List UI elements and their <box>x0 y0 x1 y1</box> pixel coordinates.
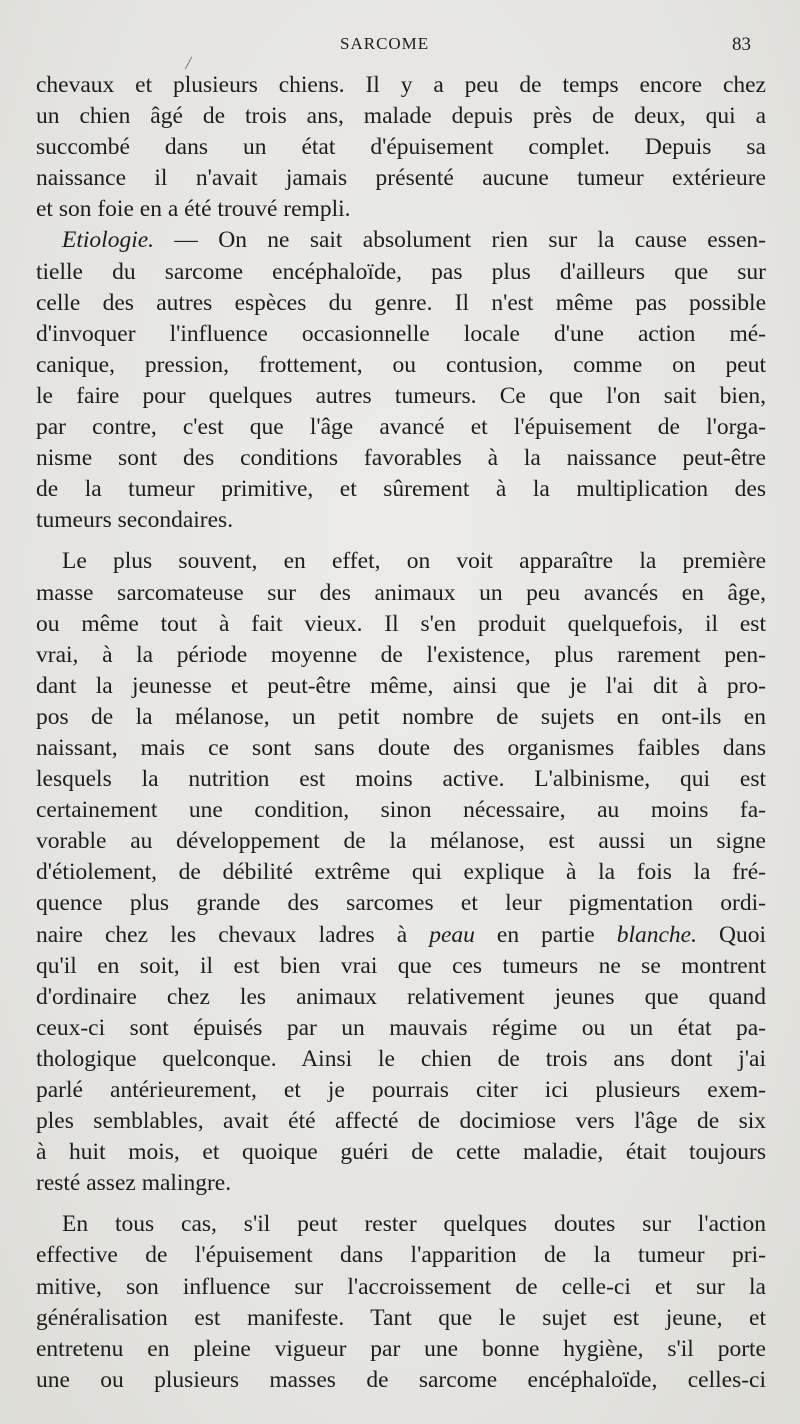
text-line: vorable au développement de la mélanose, est aussi un signe <box>36 828 766 855</box>
text-line: resté assez malingre. <box>36 1170 232 1197</box>
text-line: canique, pression, frottement, ou contusion, comme on peut <box>36 351 766 378</box>
text-line: mitive, son influence sur l'accroissement de celle-ci et sur la <box>36 1273 766 1300</box>
text-line: thologique quelconque. Ainsi le chien de trois ans dont j'ai <box>36 1045 766 1072</box>
paragraph-age <box>36 546 766 1199</box>
body-text <box>36 70 766 1396</box>
text-line: tielle du sarcome encéphaloïde, pas plus d'ailleurs que sur <box>36 258 766 285</box>
paragraph-epuisement <box>36 1209 766 1396</box>
text-line: ou même tout à fait vieux. Il s'en produit quelquefois, il est <box>36 610 766 637</box>
paragraph-etiologie <box>36 225 766 536</box>
running-title: SARCOME <box>340 34 430 53</box>
text-line: dant la jeunesse et peut-être même, ainsi que je l'ai dit à pro- <box>36 672 766 699</box>
text-line: effective de l'épuisement dans l'apparition de la tumeur pri- <box>36 1242 766 1269</box>
text-span: — On ne sait absolument rien sur la cause essen- <box>154 227 766 254</box>
text-line: généralisation est manifeste. Tant que le sujet est jeune, et <box>36 1304 766 1331</box>
text-line: ceux-ci sont épuisés par un mauvais régime ou un état pa- <box>36 1014 766 1041</box>
text-line: Le plus souvent, en effet, on voit apparaître la première <box>62 548 766 575</box>
text-line: naissance il n'avait jamais présenté aucune tumeur extérieure <box>36 165 766 192</box>
text-line: d'invoquer l'influence occasionnelle locale d'une action mé- <box>36 320 766 347</box>
page-number: 83 <box>732 34 751 55</box>
text-line: pos de la mélanose, un petit nombre de sujets en ont-ils en <box>36 703 766 730</box>
paragraph-gap <box>36 1199 766 1209</box>
text-line: d'ordinaire chez les animaux relativement jeunes que quand <box>36 983 766 1010</box>
text-line: un chien âgé de trois ans, malade depuis près de deux, qui a <box>36 103 766 130</box>
paragraph-gap <box>36 536 766 546</box>
text-line: le faire pour quelques autres tumeurs. Ce que l'on sait bien, <box>36 382 766 409</box>
text-line: de la tumeur primitive, et sûrement à la multiplication des <box>36 476 766 503</box>
text-line: et son foie en a été trouvé rempli. <box>36 196 351 223</box>
text-line: d'étiolement, de débilité extrême qui explique à la fois la fré- <box>36 859 766 886</box>
margin-mark <box>185 57 192 70</box>
text-line: entretenu en pleine vigueur par une bonne hygiène, s'il porte <box>36 1335 766 1362</box>
text-line: celle des autres espèces du genre. Il n'est même pas possible <box>36 289 766 316</box>
text-line: masse sarcomateuse sur des animaux un peu avancés en âge, <box>36 579 766 606</box>
text-span: naire chez les chevaux ladres à <box>36 921 430 948</box>
text-span: en partie <box>474 921 617 948</box>
text-line: nisme sont des conditions favorables à la naissance peut-être <box>36 445 766 472</box>
section-lead: Etiologie. <box>62 227 155 254</box>
text-line <box>36 920 766 951</box>
text-line: chevaux et plusieurs chiens. Il y a peu de temps encore chez <box>36 72 766 98</box>
text-line <box>36 225 766 256</box>
paragraph-continuation <box>36 70 766 225</box>
text-line: quence plus grande des sarcomes et leur pigmentation ordi- <box>36 890 766 917</box>
text-line: à huit mois, et quoique guéri de cette maladie, était toujours <box>36 1139 766 1166</box>
text-line: certainement une condition, sinon nécessaire, au moins fa- <box>36 797 766 824</box>
text-line: parlé antérieurement, et je pourrais citer ici plusieurs exem- <box>36 1077 766 1103</box>
running-head <box>0 30 800 60</box>
text-line: qu'il en soit, il est bien vrai que ces tumeurs ne se montrent <box>36 952 766 979</box>
text-line: tumeurs secondaires. <box>36 507 234 534</box>
text-line: ples semblables, avait été affecté de docimiose vers l'âge de six <box>36 1108 766 1135</box>
text-line: vrai, à la période moyenne de l'existence, plus rarement pen- <box>36 641 766 668</box>
text-line: une ou plusieurs masses de sarcome encéphaloïde, celles-ci <box>36 1366 766 1393</box>
italic-word: peau <box>429 921 475 948</box>
text-line: succombé dans un état d'épuisement complet. Depuis sa <box>36 134 766 161</box>
text-line: par contre, c'est que l'âge avancé et l'épuisement de l'orga- <box>36 414 766 441</box>
text-line: En tous cas, s'il peut rester quelques doutes sur l'action <box>62 1211 766 1238</box>
text-span: Quoi <box>696 921 767 948</box>
text-line: naissant, mais ce sont sans doute des organismes faibles dans <box>36 734 766 761</box>
text-line: lesquels la nutrition est moins active. L'albinisme, qui est <box>36 766 766 793</box>
italic-word: blanche. <box>616 921 697 948</box>
